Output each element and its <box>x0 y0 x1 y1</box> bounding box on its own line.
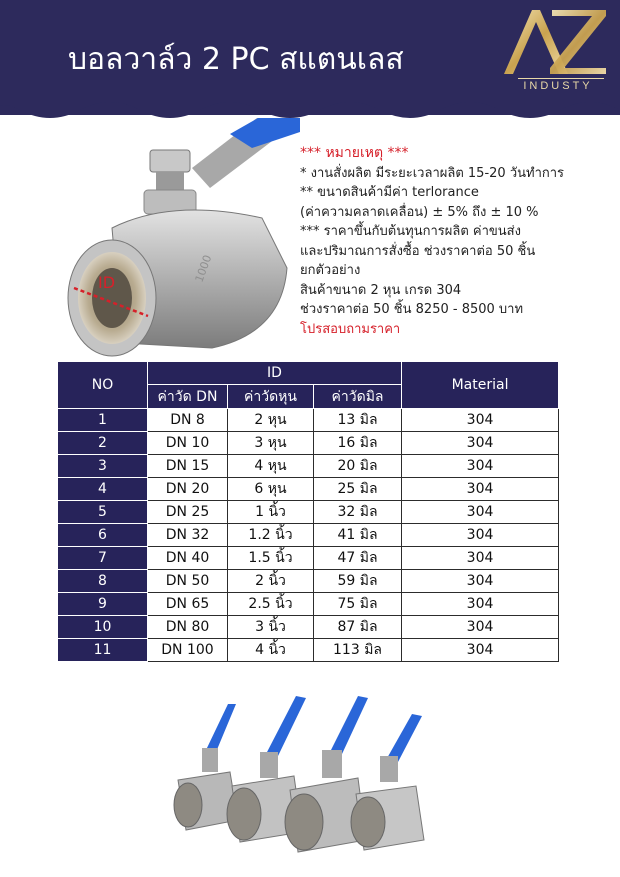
row-material-cell: 304 <box>402 432 559 455</box>
row-no-cell: 9 <box>58 593 148 616</box>
row-no-cell: 7 <box>58 547 148 570</box>
row-no-cell: 1 <box>58 409 148 432</box>
row-dn-cell: DN 25 <box>148 501 228 524</box>
row-mm-cell: 59 มิล <box>314 570 402 593</box>
notes-line: ยกตัวอย่าง <box>300 263 361 278</box>
row-no-cell: 11 <box>58 639 148 662</box>
row-dn-cell: DN 40 <box>148 547 228 570</box>
col-header-id: ID <box>148 362 402 385</box>
row-mm-cell: 87 มิล <box>314 616 402 639</box>
row-no-cell: 2 <box>58 432 148 455</box>
table-row <box>58 593 559 616</box>
ball-valve-image <box>52 118 312 358</box>
row-dn-cell: DN 15 <box>148 455 228 478</box>
row-hun-cell: 1.5 นิ้ว <box>228 547 314 570</box>
col-header-no: NO <box>58 362 148 409</box>
row-material-cell: 304 <box>402 478 559 501</box>
row-dn-cell: DN 80 <box>148 616 228 639</box>
row-no-cell: 4 <box>58 478 148 501</box>
row-dn-cell: DN 100 <box>148 639 228 662</box>
table-row <box>58 616 559 639</box>
row-dn-cell: DN 50 <box>148 570 228 593</box>
row-hun-cell: 6 หุน <box>228 478 314 501</box>
row-material-cell: 304 <box>402 455 559 478</box>
row-material-cell: 304 <box>402 547 559 570</box>
page-title: บอลวาล์ว 2 PC สแตนเลส <box>68 42 404 77</box>
row-material-cell: 304 <box>402 409 559 432</box>
notes-line: และปริมาณการสั่งซื้อ ช่วงราคาต่อ 50 ชิ้น <box>300 243 536 259</box>
row-dn-cell: DN 65 <box>148 593 228 616</box>
table-row <box>58 501 559 524</box>
table-row <box>58 478 559 501</box>
ball-valves-group-image <box>168 690 468 870</box>
row-hun-cell: 4 นิ้ว <box>228 639 314 662</box>
notes-line: * งานสั่งผลิต มีระยะเวลาผลิต 15-20 วันทำการ <box>300 165 565 181</box>
notes-line: (ค่าความคลาดเคลื่อน) ± 5% ถึง ± 10 % <box>300 204 539 220</box>
row-hun-cell: 2 หุน <box>228 409 314 432</box>
valve-small-4 <box>351 714 424 850</box>
row-mm-cell: 16 มิล <box>314 432 402 455</box>
notes-line: สินค้าขนาด 2 หุน เกรด 304 <box>300 282 462 298</box>
table-row <box>58 455 559 478</box>
row-no-cell: 3 <box>58 455 148 478</box>
spec-table-body <box>58 409 559 662</box>
row-mm-cell: 13 มิล <box>314 409 402 432</box>
row-no-cell: 5 <box>58 501 148 524</box>
table-row <box>58 409 559 432</box>
row-dn-cell: DN 8 <box>148 409 228 432</box>
row-mm-cell: 75 มิล <box>314 593 402 616</box>
row-mm-cell: 47 มิล <box>314 547 402 570</box>
row-mm-cell: 25 มิล <box>314 478 402 501</box>
row-no-cell: 10 <box>58 616 148 639</box>
row-hun-cell: 1 นิ้ว <box>228 501 314 524</box>
row-hun-cell: 3 หุน <box>228 432 314 455</box>
table-row <box>58 432 559 455</box>
row-material-cell: 304 <box>402 524 559 547</box>
row-no-cell: 8 <box>58 570 148 593</box>
row-dn-cell: DN 20 <box>148 478 228 501</box>
row-material-cell: 304 <box>402 570 559 593</box>
row-mm-cell: 41 มิล <box>314 524 402 547</box>
row-material-cell: 304 <box>402 593 559 616</box>
table-row <box>58 639 559 662</box>
table-row <box>58 524 559 547</box>
row-hun-cell: 4 หุน <box>228 455 314 478</box>
row-no-cell: 6 <box>58 524 148 547</box>
notes-line: ช่วงราคาต่อ 50 ชิ้น 8250 - 8500 บาท <box>300 302 524 317</box>
row-hun-cell: 2.5 นิ้ว <box>228 593 314 616</box>
row-mm-cell: 113 มิล <box>314 639 402 662</box>
spec-table <box>57 361 559 662</box>
col-header-hun: ค่าวัดหุน <box>228 385 314 409</box>
row-mm-cell: 32 มิล <box>314 501 402 524</box>
logo-subtext: INDUSTY <box>523 80 593 92</box>
id-label: ID <box>98 273 116 292</box>
row-hun-cell: 3 นิ้ว <box>228 616 314 639</box>
table-row <box>58 547 559 570</box>
svg-text:1000: 1000 <box>192 253 215 285</box>
row-material-cell: 304 <box>402 501 559 524</box>
col-header-material: Material <box>402 362 559 409</box>
row-dn-cell: DN 10 <box>148 432 228 455</box>
row-dn-cell: DN 32 <box>148 524 228 547</box>
notes-heading: *** หมายเหตุ *** <box>300 145 409 161</box>
notes-footer-contact: โปรสอบถามราคา <box>300 321 401 337</box>
notes-line: *** ราคาขึ้นกับต้นทุนการผลิต ค่าขนส่ง <box>300 224 521 239</box>
col-header-dn: ค่าวัด DN <box>148 385 228 409</box>
notes-block <box>300 144 605 339</box>
row-material-cell: 304 <box>402 639 559 662</box>
row-material-cell: 304 <box>402 616 559 639</box>
col-header-mm: ค่าวัดมิล <box>314 385 402 409</box>
row-hun-cell: 1.2 นิ้ว <box>228 524 314 547</box>
row-mm-cell: 20 มิล <box>314 455 402 478</box>
row-hun-cell: 2 นิ้ว <box>228 570 314 593</box>
table-row <box>58 570 559 593</box>
notes-line: ** ขนาดสินค้ามีค่า terlorance <box>300 185 479 200</box>
